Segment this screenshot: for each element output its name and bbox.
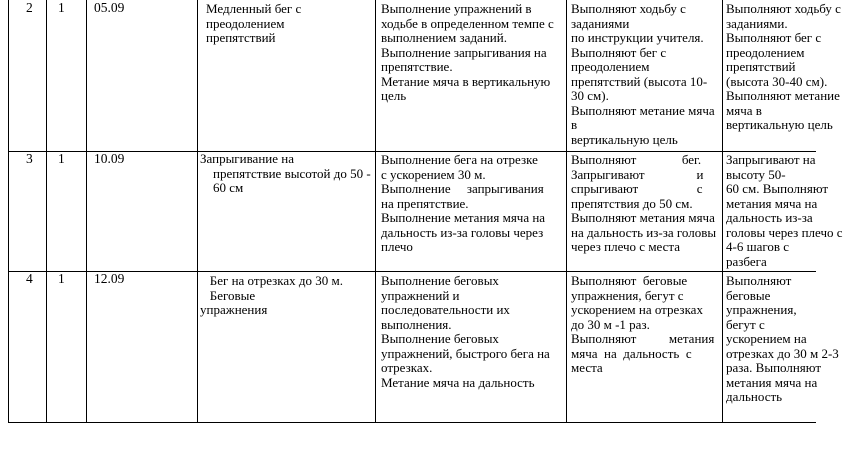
- row-activity: Выполняют беговые упражнения, бегут с ускорением на отрезках до 30 м -1 раз. Выполняют метания мяча на дальность с места: [571, 273, 715, 375]
- row-activity-advanced: Выполняют ходьбу с заданиями. Выполняют бег с преодолением препятствий (высота 30-40 см). Выполняют метание мяча в вертикальную цель: [726, 1, 841, 132]
- table-rule: [86, 0, 87, 423]
- row-activity: Выполняют бег. Запрыгивают и спрыгивают с препятствия до 50 см. Выполняют метания мяча на дальность из-за головы через плечо с места: [571, 152, 717, 254]
- row-activity-advanced: Выполняют беговые упражнения, бегут с ускорением на отрезках до 30 м 2-3 раза. Выполняют метания мяча на дальность: [726, 273, 839, 404]
- table-rule: [8, 271, 816, 272]
- row-hours: 1: [58, 151, 65, 166]
- row-activity-advanced: Запрыгивают на высоту 50- 60 см. Выполняют метания мяча на дальность из-за головы через плечо с 4-6 шагов с разбега: [726, 152, 843, 269]
- row-activity: Выполняют ходьбу с заданиями по инструкции учителя. Выполняют бег с преодолением препятствий (высота 10- 30 см). Выполняют метание мяча в вертикальную цель: [571, 1, 715, 147]
- table-rule: [46, 0, 47, 423]
- row-topic: Медленный бег с преодолением препятствий: [206, 1, 302, 45]
- row-topic: Запрыгивание на препятствие высотой до 50 - 60 см: [200, 151, 371, 195]
- row-topic: Бег на отрезках до 30 м. Беговые упражнения: [200, 273, 344, 317]
- table-rule: [722, 0, 723, 423]
- table-rule: [375, 0, 376, 423]
- table-rule: [566, 0, 567, 423]
- row-date: 12.09: [94, 271, 125, 286]
- row-content: Выполнение упражнений в ходьбе в определенном темпе с выполнением заданий. Выполнение запрыгивания на препятствие. Метание мяча в вертикальную цель: [381, 1, 554, 103]
- row-content: Выполнение бега на отрезке с ускорением 30 м. Выполнение запрыгивания на препятствие. Выполнение метания мяча на дальность из-за головы через плечо: [381, 152, 546, 254]
- row-content: Выполнение беговых упражнений и последовательности их выполнения. Выполнение беговых упражнений, быстрого бега на отрезках. Метание мяча на дальность: [381, 273, 550, 390]
- row-date: 10.09: [94, 151, 125, 166]
- row-hours: 1: [58, 271, 65, 286]
- table-rule: [8, 422, 816, 423]
- row-date: 05.09: [94, 0, 125, 15]
- table-rule: [8, 0, 9, 423]
- row-number: 4: [26, 271, 33, 286]
- row-hours: 1: [58, 0, 65, 15]
- row-number: 2: [26, 0, 33, 15]
- row-number: 3: [26, 151, 33, 166]
- table-rule: [197, 0, 198, 423]
